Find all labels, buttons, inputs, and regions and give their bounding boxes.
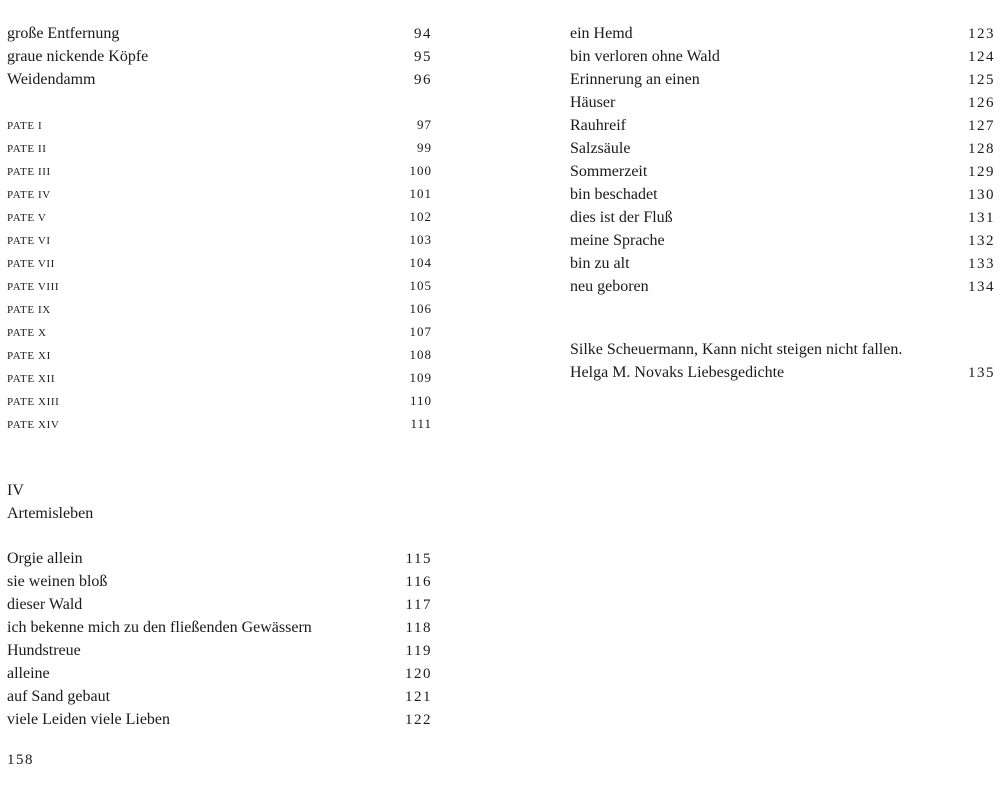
toc-entry xyxy=(7,113,432,136)
toc-entry xyxy=(7,205,432,228)
toc-entry xyxy=(7,570,432,593)
toc-entry-title: PATE IX xyxy=(7,304,51,316)
toc-entry xyxy=(570,137,995,160)
toc-entry-title: Erinnerung an einen xyxy=(570,71,700,88)
page-number: 158 xyxy=(7,752,34,768)
toc-entry-page: 121 xyxy=(405,689,432,705)
toc-entry-title: PATE VII xyxy=(7,258,55,270)
toc-entry-title: neu geboren xyxy=(570,278,649,295)
toc-entry-page: 131 xyxy=(968,210,995,226)
toc-entry xyxy=(570,45,995,68)
toc-entry xyxy=(570,22,995,45)
toc-entry-title: dieser Wald xyxy=(7,596,83,613)
toc-entry-page: 127 xyxy=(968,118,995,134)
afterword-page: 135 xyxy=(968,365,995,381)
toc-entry-title: Salzsäule xyxy=(570,140,631,157)
toc-entry-title: Weidendamm xyxy=(7,71,96,88)
toc-entry-page: 118 xyxy=(405,620,432,636)
toc-entry-page: 109 xyxy=(409,370,432,385)
toc-entry xyxy=(7,593,432,616)
afterword-line-1 xyxy=(570,338,995,361)
toc-entry-title: PATE XI xyxy=(7,350,51,362)
toc-entry-title: ich bekenne mich zu den fließenden Gewässern xyxy=(7,619,312,636)
toc-entry-title: Rauhreif xyxy=(570,117,626,134)
toc-entry-page: 129 xyxy=(968,164,995,180)
toc-entry-title: PATE X xyxy=(7,327,47,339)
toc-entry xyxy=(7,389,432,412)
toc-entry-page: 103 xyxy=(409,232,432,247)
toc-entry-title: PATE XIII xyxy=(7,396,60,408)
toc-entry-title: Hundstreue xyxy=(7,642,81,659)
toc-entry-page: 106 xyxy=(409,301,432,316)
toc-entry-title: dies ist der Fluß xyxy=(570,209,673,226)
toc-entry-title: PATE IV xyxy=(7,189,51,201)
toc-entry-title: alleine xyxy=(7,665,50,682)
toc-entry xyxy=(570,229,995,252)
toc-entry-title: bin zu alt xyxy=(570,255,630,272)
toc-group-3 xyxy=(570,22,995,298)
toc-entry xyxy=(7,616,432,639)
toc-entry-title: sie weinen bloß xyxy=(7,573,108,590)
toc-entry-page: 96 xyxy=(414,72,432,88)
toc-entry-page: 110 xyxy=(409,393,432,408)
section-title: Artemisleben xyxy=(7,505,94,522)
toc-entry xyxy=(7,182,432,205)
toc-entry xyxy=(570,206,995,229)
toc-entry-page: 123 xyxy=(968,26,995,42)
toc-entry-page: 120 xyxy=(405,666,432,682)
toc-entry-title: PATE VIII xyxy=(7,281,60,293)
toc-entry-title: bin verloren ohne Wald xyxy=(570,48,720,65)
toc-entry xyxy=(7,412,432,435)
toc-entry-title: PATE III xyxy=(7,166,51,178)
toc-entry xyxy=(7,68,432,91)
toc-entry xyxy=(7,343,432,366)
toc-entry-title: Sommerzeit xyxy=(570,163,648,180)
afterword-line-2 xyxy=(570,361,995,384)
toc-entry-title: PATE XIV xyxy=(7,419,60,431)
toc-entry xyxy=(7,662,432,685)
toc-entry xyxy=(7,685,432,708)
toc-entry-page: 134 xyxy=(968,279,995,295)
toc-entry xyxy=(7,228,432,251)
toc-pate-group xyxy=(7,113,432,435)
toc-entry-title: bin beschadet xyxy=(570,186,658,203)
toc-entry-page: 95 xyxy=(414,49,432,65)
toc-entry-page: 107 xyxy=(409,324,432,339)
toc-entry-page: 104 xyxy=(409,255,432,270)
toc-entry-page: 100 xyxy=(409,163,432,178)
toc-entry xyxy=(570,91,995,114)
toc-entry-page: 125 xyxy=(968,72,995,88)
toc-entry xyxy=(7,297,432,320)
afterword-title-line-2: Helga M. Novaks Liebesgedichte xyxy=(570,364,785,381)
toc-entry-page: 126 xyxy=(968,95,995,111)
toc-entry xyxy=(7,708,432,731)
afterword-title-line-1: Silke Scheuermann, Kann nicht steigen nicht fallen. xyxy=(570,341,903,358)
toc-entry-title: große Entfernung xyxy=(7,25,120,42)
toc-group-1 xyxy=(7,22,432,91)
toc-entry-page: 101 xyxy=(409,186,432,201)
toc-entry-page: 105 xyxy=(409,278,432,293)
toc-entry xyxy=(7,366,432,389)
toc-entry-page: 117 xyxy=(405,597,432,613)
toc-entry-page: 130 xyxy=(968,187,995,203)
toc-entry-page: 97 xyxy=(417,117,432,132)
toc-entry-title: PATE II xyxy=(7,143,47,155)
toc-entry-page: 119 xyxy=(405,643,432,659)
toc-entry-page: 116 xyxy=(405,574,432,590)
toc-entry xyxy=(7,159,432,182)
toc-entry xyxy=(570,114,995,137)
toc-entry-page: 128 xyxy=(968,141,995,157)
toc-entry-page: 122 xyxy=(405,712,432,728)
toc-entry xyxy=(570,252,995,275)
toc-entry-title: meine Sprache xyxy=(570,232,665,249)
toc-entry xyxy=(570,68,995,91)
toc-entry-page: 99 xyxy=(417,140,432,155)
toc-entry xyxy=(570,160,995,183)
toc-entry-title: graue nickende Köpfe xyxy=(7,48,149,65)
toc-entry-page: 108 xyxy=(409,347,432,362)
toc-entry-title: auf Sand gebaut xyxy=(7,688,111,705)
toc-entry-title: Orgie allein xyxy=(7,550,83,567)
toc-group-2 xyxy=(7,547,432,731)
toc-entry-page: 102 xyxy=(409,209,432,224)
toc-entry-title: viele Leiden viele Lieben xyxy=(7,711,171,728)
toc-right-column xyxy=(570,22,995,384)
toc-entry-page: 132 xyxy=(968,233,995,249)
section-numeral: IV xyxy=(7,482,24,499)
toc-entry-title: PATE I xyxy=(7,120,43,132)
toc-left-column xyxy=(7,22,432,731)
toc-entry-page: 115 xyxy=(405,551,432,567)
toc-entry xyxy=(7,136,432,159)
toc-entry xyxy=(7,320,432,343)
toc-entry xyxy=(7,22,432,45)
toc-entry xyxy=(7,45,432,68)
toc-entry-title: Häuser xyxy=(570,94,616,111)
toc-entry xyxy=(7,639,432,662)
toc-entry-title: ein Hemd xyxy=(570,25,633,42)
toc-entry xyxy=(570,183,995,206)
toc-entry-page: 124 xyxy=(968,49,995,65)
toc-entry xyxy=(570,275,995,298)
toc-entry xyxy=(7,274,432,297)
toc-entry-page: 111 xyxy=(410,416,432,431)
toc-entry-page: 133 xyxy=(968,256,995,272)
toc-entry-title: PATE XII xyxy=(7,373,56,385)
toc-entry-page: 94 xyxy=(414,26,432,42)
toc-entry xyxy=(7,547,432,570)
toc-entry-title: PATE VI xyxy=(7,235,51,247)
toc-entry xyxy=(7,251,432,274)
toc-entry-title: PATE V xyxy=(7,212,47,224)
